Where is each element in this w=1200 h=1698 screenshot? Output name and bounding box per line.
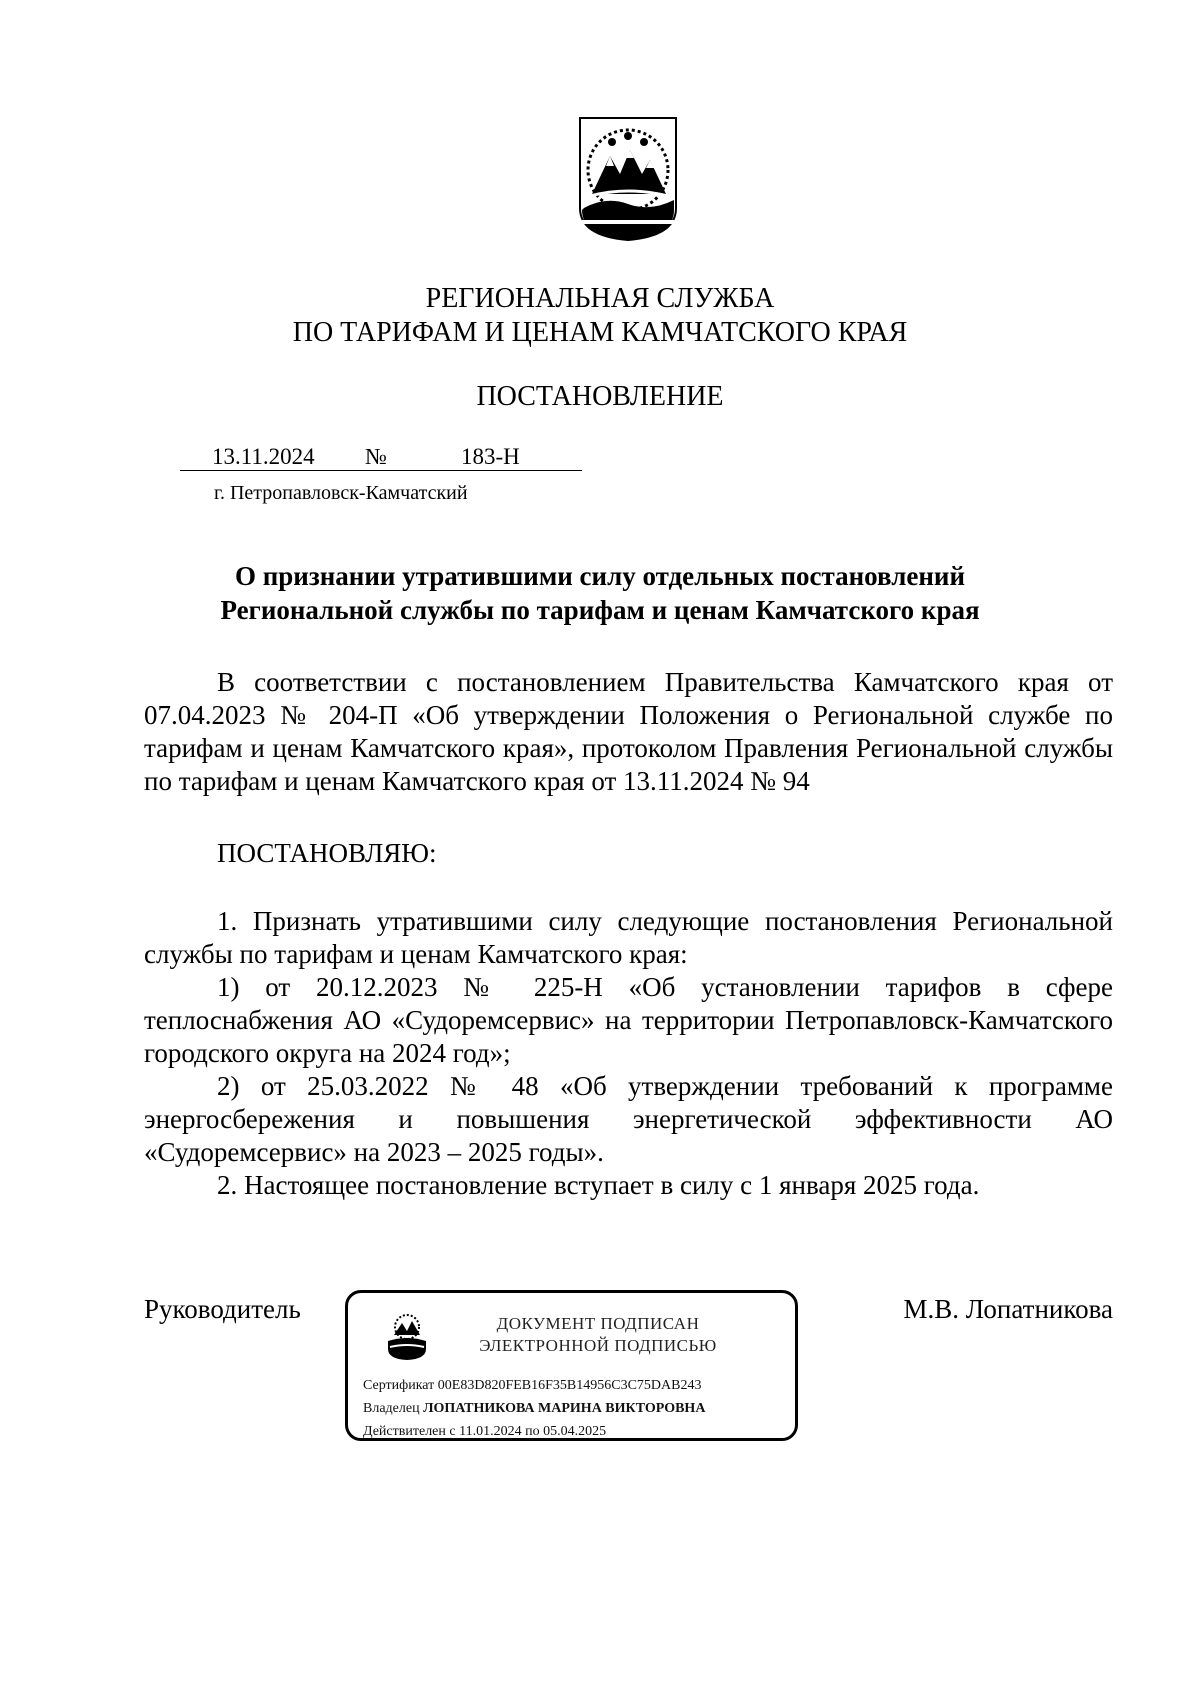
signatory-role: Руководитель xyxy=(144,1294,301,1324)
document-date: 13.11.2024 xyxy=(212,444,315,469)
stamp-certificate xyxy=(363,1377,701,1395)
owner-value: ЛОПАТНИКОВА МАРИНА ВИКТОРОВНА xyxy=(423,1401,706,1416)
decree-word: ПОСТАНОВЛЯЮ: xyxy=(217,838,437,868)
preamble-paragraph: В соответствии с постановлением Правительства Камчатского края от 07.04.2023 № 204-П «Об утверждении Положения о Региональной службе по тарифам и ценам Камчатского края», протоколом Правления Региональной службы по тарифам и ценам Камчатского края от 13.11.2024 № 94 xyxy=(144,667,1113,796)
item-1-paragraph: 1. Признать утратившими силу следующие постановления Региональной службы по тарифам и ценам Камчатского края: xyxy=(144,906,1113,969)
valid-to-label: по xyxy=(525,1424,540,1439)
org-name-line-2: ПО ТАРИФАМ И ЦЕНАМ КАМЧАТСКОГО КРАЯ xyxy=(292,317,908,348)
valid-label: Действителен с xyxy=(363,1424,456,1439)
number-sign: № xyxy=(365,444,387,469)
coat-of-arms-icon xyxy=(576,112,680,242)
item-1-subitem-1: 1) от 20.12.2023 № 225-Н «Об установлении тарифов в сфере теплоснабжения АО «Судоремсервис» на территории Петропавловск-Камчатского городского округа на 2024 год»; xyxy=(144,972,1113,1068)
stamp-heading-line-1: ДОКУМЕНТ ПОДПИСАН xyxy=(496,1314,700,1333)
certificate-label: Сертификат xyxy=(363,1378,435,1393)
document-city: г. Петропавловск-Камчатский xyxy=(214,482,468,504)
item-2-paragraph: 2. Настоящее постановление вступает в силу с 1 января 2025 года. xyxy=(217,1170,980,1200)
signatory-name: М.В. Лопатникова xyxy=(903,1294,1113,1324)
stamp-owner xyxy=(363,1400,705,1418)
meta-underline xyxy=(180,470,582,471)
stamp-heading xyxy=(448,1313,748,1357)
stamp-heading-line-2: ЭЛЕКТРОННОЙ ПОДПИСЬЮ xyxy=(479,1336,717,1355)
item-1-subitem-2: 2) от 25.03.2022 № 48 «Об утверждении требований к программе энергосбережения и повышения энергетической эффективности АО «Судоремсервис» на 2023 – 2025 годы». xyxy=(144,1071,1113,1167)
document-type: ПОСТАНОВЛЕНИЕ xyxy=(476,381,724,412)
stamp-validity xyxy=(363,1423,606,1441)
valid-to: 05.04.2025 xyxy=(543,1424,607,1439)
electronic-signature-stamp xyxy=(345,1290,798,1441)
valid-from: 11.01.2024 xyxy=(459,1424,522,1439)
owner-label: Владелец xyxy=(363,1401,420,1416)
document-title-line-2: Региональной службы по тарифам и ценам Камчатского края xyxy=(220,595,980,625)
stamp-emblem-icon xyxy=(384,1311,430,1361)
document-number: 183-Н xyxy=(461,444,520,469)
certificate-value: 00E83D820FEB16F35B14956C3C75DAB243 xyxy=(437,1378,702,1393)
org-name-line-1: РЕГИОНАЛЬНАЯ СЛУЖБА xyxy=(425,283,775,314)
document-title-line-1: О признании утратившими силу отдельных постановлений xyxy=(234,561,966,591)
